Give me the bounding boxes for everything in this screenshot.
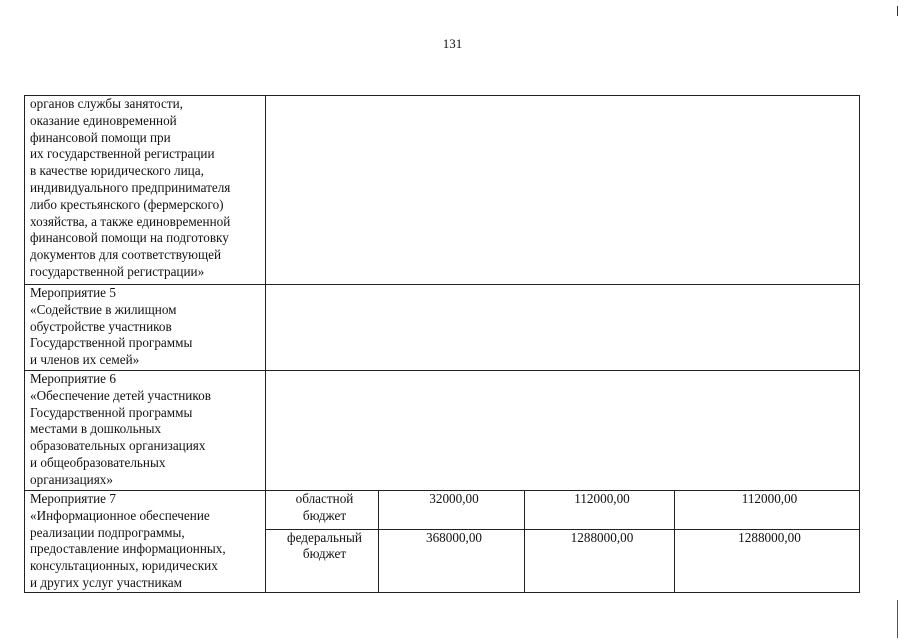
- funding-source: областной бюджет: [266, 491, 379, 530]
- activity-description: органов службы занятости, оказание единовременной финансовой помощи при их государственной регистрации в качестве юридического лица, индивидуального предпринимателя либо крестьянского (фермерского) хозяйства, а также единовременной финансовой помощи на подготовку документов для соответствующей государственной регистрации»: [25, 96, 266, 285]
- page-number: 131: [442, 36, 463, 51]
- table-row: [25, 285, 860, 371]
- empty-funding-cell: [266, 96, 860, 285]
- amount-cell: 32000,00: [379, 491, 525, 530]
- activity-description: Мероприятие 7 «Информационное обеспечение реализации подпрограммы, предоставление информационных, консультационных, юридических и других услуг участникам: [25, 491, 266, 593]
- funding-source: федеральный бюджет: [266, 529, 379, 592]
- activity-description: Мероприятие 6 «Обеспечение детей участников Государственной программы местами в дошкольных образовательных организациях и общеобразовательных организациях»: [25, 371, 266, 491]
- amount-cell: 112000,00: [675, 491, 860, 530]
- scan-edge-mark: [897, 6, 898, 16]
- empty-funding-cell: [266, 285, 860, 371]
- amount-cell: 1288000,00: [675, 529, 860, 592]
- amount-cell: 1288000,00: [525, 529, 675, 592]
- amount-cell: 368000,00: [379, 529, 525, 592]
- table-row: [25, 96, 860, 285]
- program-activities-table: [24, 95, 860, 593]
- amount-cell: 112000,00: [525, 491, 675, 530]
- table-row: [25, 371, 860, 491]
- table-row: [25, 491, 860, 530]
- scan-edge-mark-lower: [897, 600, 898, 638]
- activity-description: Мероприятие 5 «Содействие в жилищном обустройстве участников Государственной программы и членов их семей»: [25, 285, 266, 371]
- empty-funding-cell: [266, 371, 860, 491]
